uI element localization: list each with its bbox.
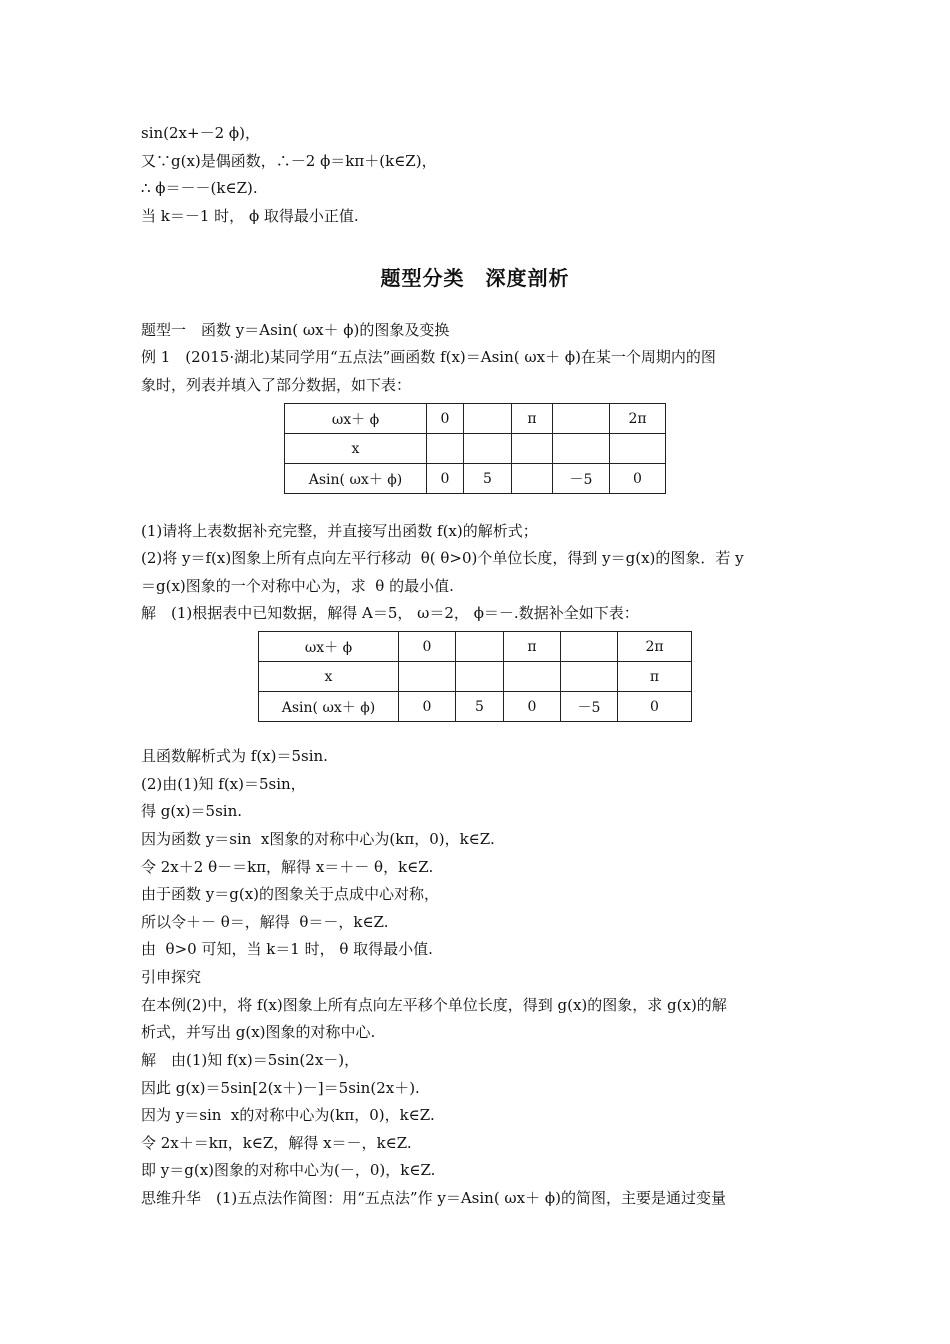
table-cell xyxy=(464,434,512,464)
section-title: 题型分类 深度剖析 xyxy=(380,266,570,290)
solution-line: 令 2x＋2 θ－＝kπ，解得 x＝＋－ θ，k∈Z. xyxy=(141,858,434,876)
table-cell xyxy=(512,464,553,494)
question-line: ＝g(x)图象的一个对称中心为，求 θ 的最小值. xyxy=(141,577,454,595)
table-cell: 0 xyxy=(427,464,464,494)
solution-line: 因为函数 y＝sin x图象的对称中心为(kπ，0)，k∈Z. xyxy=(141,830,495,848)
table-cell: π xyxy=(618,662,692,692)
table-cell xyxy=(561,662,618,692)
question-line: 例 1 (2015·湖北)某同学用“五点法”画函数 f(x)＝Asin( ωx＋ ϕ)在某一个周期内的图 xyxy=(141,348,716,366)
table-cell: 5 xyxy=(464,464,512,494)
table-cell: 2π xyxy=(610,404,666,434)
solution-line: 因此 g(x)＝5sin[2(x＋)－]＝5sin(2x＋). xyxy=(141,1079,420,1097)
solution-line: 又∵g(x)是偶函数，∴－2 ϕ＝kπ＋(k∈Z)， xyxy=(141,152,437,170)
table-cell xyxy=(456,632,504,662)
solution-line: 由 θ>0 可知，当 k＝1 时， θ 取得最小值. xyxy=(141,940,433,958)
table-cell: 0 xyxy=(399,632,456,662)
table-cell xyxy=(553,434,610,464)
table-cell xyxy=(464,404,512,434)
table-row xyxy=(259,632,692,662)
table-cell: 0 xyxy=(504,692,561,722)
table-cell xyxy=(399,662,456,692)
solution-line: 所以令＋－ θ＝，解得 θ＝－，k∈Z. xyxy=(141,913,389,931)
table-cell xyxy=(427,434,464,464)
table-cell: 0 xyxy=(427,404,464,434)
table-row xyxy=(285,404,666,434)
question-line: (1)请将上表数据补充完整，并直接写出函数 f(x)的解析式； xyxy=(141,522,538,540)
solution-line: 当 k＝－1 时， ϕ 取得最小正值. xyxy=(141,207,359,225)
table-cell: x xyxy=(259,662,399,692)
table-cell: π xyxy=(512,404,553,434)
solution-line: sin(2x+－2 ϕ)， xyxy=(141,124,260,142)
table-cell: Asin( ωx＋ ϕ) xyxy=(259,692,399,722)
solution-line: 即 y＝g(x)图象的对称中心为(－，0)，k∈Z. xyxy=(141,1161,436,1179)
table-row xyxy=(285,434,666,464)
solution-line: ∴ ϕ＝－－(k∈Z). xyxy=(141,179,258,197)
table-cell xyxy=(512,434,553,464)
table-cell: ωx＋ ϕ xyxy=(285,404,427,434)
solution-line: 解 由(1)知 f(x)＝5sin(2x－)， xyxy=(141,1051,360,1069)
table-cell xyxy=(456,662,504,692)
table-cell: 0 xyxy=(610,464,666,494)
table-row xyxy=(259,692,692,722)
table-cell: －5 xyxy=(553,464,610,494)
table-cell xyxy=(561,632,618,662)
table-cell: π xyxy=(504,632,561,662)
table-cell: 2π xyxy=(618,632,692,662)
solution-line: 得 g(x)＝5sin. xyxy=(141,802,243,820)
summary-line: 思维升华 (1)五点法作简图：用“五点法”作 y＝Asin( ωx＋ ϕ)的简图，主要是通过变量 xyxy=(141,1189,726,1207)
five-point-table-partial xyxy=(284,403,666,494)
solution-line: 解 (1)根据表中已知数据，解得 A＝5， ω＝2， ϕ＝－.数据补全如下表： xyxy=(141,604,639,622)
question-line: 析式，并写出 g(x)图象的对称中心. xyxy=(141,1023,376,1041)
table-cell xyxy=(610,434,666,464)
solution-line: 且函数解析式为 f(x)＝5sin. xyxy=(141,747,328,765)
table-cell: Asin( ωx＋ ϕ) xyxy=(285,464,427,494)
table-cell xyxy=(553,404,610,434)
table-cell xyxy=(504,662,561,692)
table-cell: ωx＋ ϕ xyxy=(259,632,399,662)
question-line: 题型一 函数 y＝Asin( ωx＋ ϕ)的图象及变换 xyxy=(141,321,450,339)
solution-line: 令 2x＋＝kπ，k∈Z，解得 x＝－，k∈Z. xyxy=(141,1134,412,1152)
table-cell: 0 xyxy=(399,692,456,722)
table-cell: 5 xyxy=(456,692,504,722)
table-cell: x xyxy=(285,434,427,464)
five-point-table-complete xyxy=(258,631,692,722)
question-line: 象时，列表并填入了部分数据，如下表： xyxy=(141,376,412,394)
table-row xyxy=(259,662,692,692)
solution-line: (2)由(1)知 f(x)＝5sin， xyxy=(141,775,306,793)
table-row xyxy=(285,464,666,494)
solution-line: 因为 y＝sin x的对称中心为(kπ，0)，k∈Z. xyxy=(141,1106,435,1124)
solution-line: 由于函数 y＝g(x)的图象关于点成中心对称， xyxy=(141,885,440,903)
question-line: 在本例(2)中，将 f(x)图象上所有点向左平移个单位长度，得到 g(x)的图象，求 g(x)的解 xyxy=(141,996,727,1014)
subheading: 引申探究 xyxy=(141,968,202,986)
table-cell: 0 xyxy=(618,692,692,722)
question-line: (2)将 y＝f(x)图象上所有点向左平行移动 θ( θ>0)个单位长度，得到 y＝g(x)的图象．若 y xyxy=(141,549,744,567)
table-cell: －5 xyxy=(561,692,618,722)
